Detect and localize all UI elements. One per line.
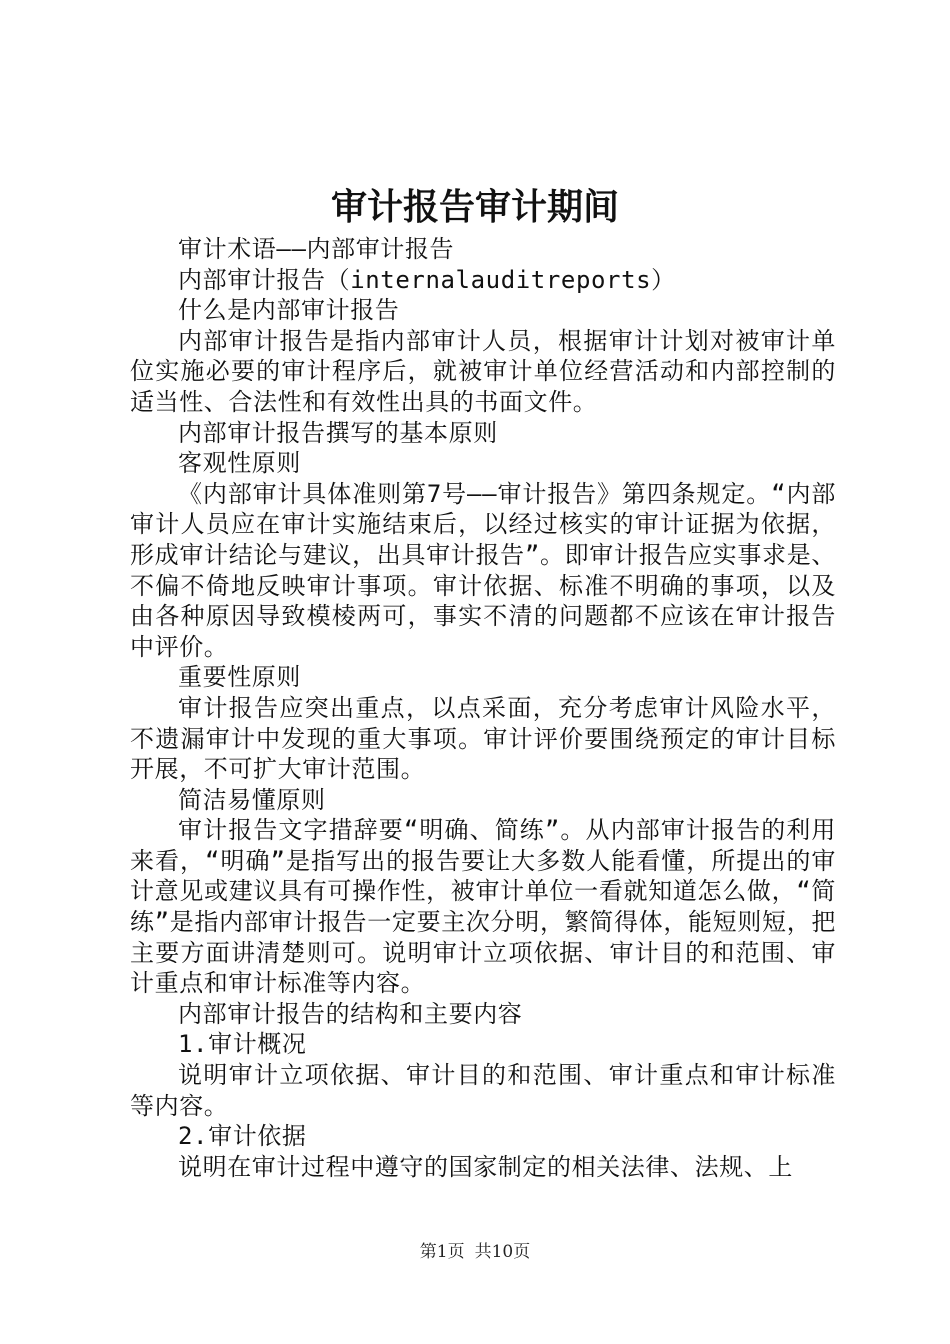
paragraph: 什么是内部审计报告 xyxy=(178,296,400,325)
paragraph: 说明在审计过程中遵守的国家制定的相关法律、法规、上 xyxy=(178,1152,793,1181)
paragraph: 内部审计报告（internalauditreports） xyxy=(178,265,676,294)
page-total: 共10页 xyxy=(474,1242,531,1262)
page-footer xyxy=(0,1240,950,1264)
paragraph: 重要性原则 xyxy=(178,663,301,692)
paragraph: 内部审计报告撰写的基本原则 xyxy=(178,418,498,447)
paragraph: 《内部审计具体准则第7号——审计报告》第四条规定。“内部审计人员应在审计实施结束后，以经过核实的审计证据为依据，形成审计结论与建议，出具审计报告”。即审计报告应实事求是、不偏不倚地反映审计事项。审计依据、标准不明确的事项，以及由各种原因导致模棱两可，事实不清的问题都不应该在审计报告中评价。 xyxy=(130,479,836,661)
paragraph: 审计术语——内部审计报告 xyxy=(178,235,455,263)
paragraph: 说明审计立项依据、审计目的和范围、审计重点和审计标准等内容。 xyxy=(130,1061,836,1120)
paragraph: 简洁易懂原则 xyxy=(178,785,326,814)
paragraph: 内部审计报告是指内部审计人员，根据审计计划对被审计单位实施必要的审计程序后，就被审计单位经营活动和内部控制的适当性、合法性和有效性出具的书面文件。 xyxy=(130,326,836,416)
paragraph: 1.审计概况 xyxy=(178,1030,307,1059)
paragraph: 客观性原则 xyxy=(178,449,301,478)
document-body xyxy=(130,234,836,1182)
paragraph: 2.审计依据 xyxy=(178,1122,307,1151)
paragraph: 审计报告应突出重点，以点采面，充分考虑审计风险水平，不遗漏审计中发现的重大事项。审计评价要围绕预定的审计目标开展，不可扩大审计范围。 xyxy=(130,693,836,784)
paragraph: 内部审计报告的结构和主要内容 xyxy=(178,999,523,1028)
page-number: 第1页 xyxy=(419,1242,465,1262)
paragraph: 审计报告文字措辞要“明确、简练”。从内部审计报告的利用来看，“明确”是指写出的报告要让大多数人能看懂，所提出的审计意见或建议具有可操作性，被审计单位一看就知道怎么做，“简练”是指内部审计报告一定要主次分明，繁简得体，能短则短，把主要方面讲清楚则可。说明审计立项依据、审计目的和范围、审计重点和审计标准等内容。 xyxy=(130,816,836,998)
document-title: 审计报告审计期间 xyxy=(330,186,619,228)
